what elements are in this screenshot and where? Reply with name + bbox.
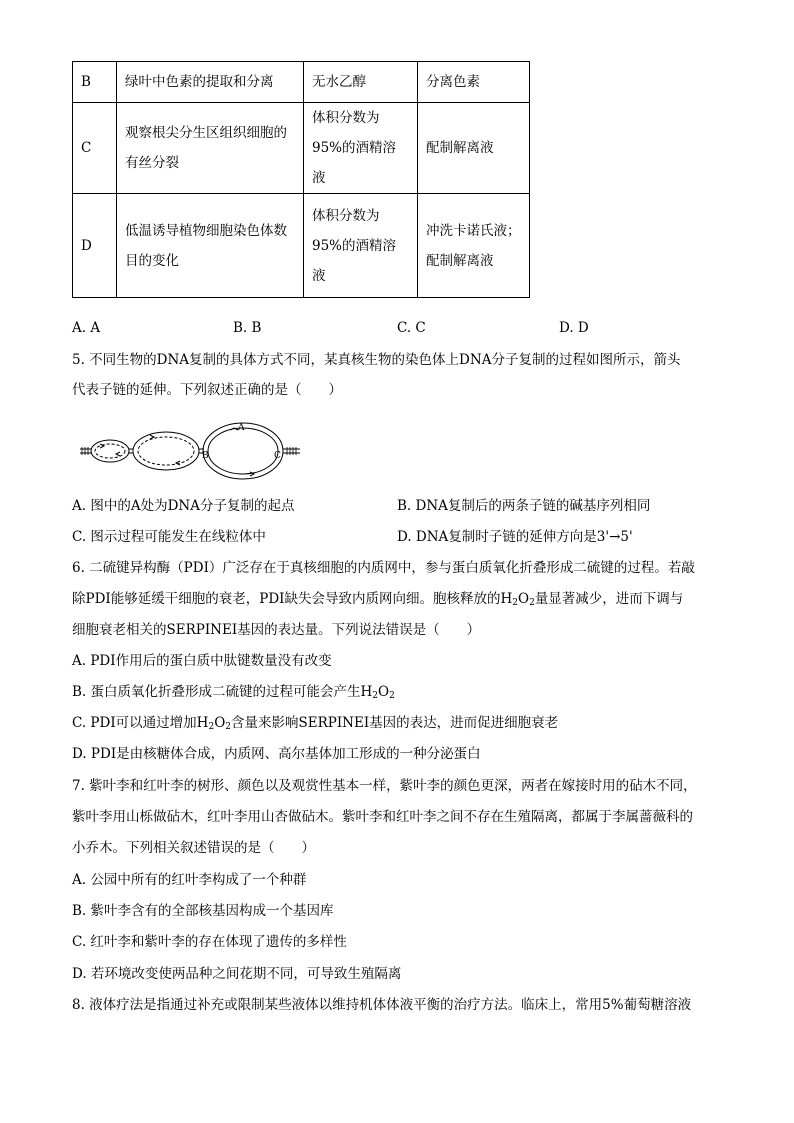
q5-option-b: B. DNA复制后的两条子链的碱基序列相同 xyxy=(397,498,651,514)
q7-option-b: B. 紫叶李含有的全部核基因构成一个基因库 xyxy=(72,903,334,919)
q7-option-c: C. 红叶李和紫叶李的存在体现了遗传的多样性 xyxy=(72,934,347,950)
q6-stem-line: 除PDI能够延缓干细胞的衰老，PDI缺失会导致内质网向细。胞核释放的$H_2O_2$量显著减少，进而下调与 xyxy=(72,591,684,608)
row-label: D xyxy=(73,194,117,298)
q5-option-d: D. DNA复制时子链的延伸方向是3'→5' xyxy=(397,529,633,545)
q6-option-d: D. PDI是由核糖体合成，内质网、高尔基体加工形成的一种分泌蛋白 xyxy=(72,746,481,762)
q7-option-d: D. 若环境改变使两品种之间花期不同，可导致生殖隔离 xyxy=(72,966,402,982)
table-cell: 配制解离液 xyxy=(418,103,530,194)
q4-option-d: D. D xyxy=(559,320,589,336)
label-b: B xyxy=(202,451,209,461)
q6-option-c: C. PDI可以通过增加$H_2O_2$含量来影响SERPINEI基因的表达，进而促进细胞衰老 xyxy=(72,715,559,732)
label-c: C xyxy=(274,451,281,461)
table-cell: 低温诱导植物细胞染色体数目的变化 xyxy=(117,194,304,298)
q4-option-c: C. C xyxy=(397,320,426,336)
q5-stem-line: 代表子链的延伸。下列叙述正确的是（ ） xyxy=(72,382,342,398)
table-cell: 无水乙醇 xyxy=(304,62,418,103)
q7-stem-line: 紫叶李用山栎做砧木，红叶李用山杏做砧木。紫叶李和红叶李之间不存在生殖隔离，都属于李属蔷薇科的 xyxy=(72,809,693,825)
table-cell: 分离色素 xyxy=(418,62,530,103)
q6-stem-line: 细胞衰老相关的SERPINEI基因的表达量。下列说法错误是（ ） xyxy=(72,622,481,638)
q4-option-a: A. A xyxy=(72,320,101,336)
q7-stem-line: 小乔木。下列相关叙述错误的是（ ） xyxy=(72,840,315,856)
q7-option-a: A. 公园中所有的红叶李构成了一个种群 xyxy=(72,872,307,888)
dna-replication-diagram xyxy=(80,418,300,484)
table-cell: 冲洗卡诺氏液；配制解离液 xyxy=(418,194,530,298)
table-row xyxy=(73,103,530,194)
table-cell: 绿叶中色素的提取和分离 xyxy=(117,62,304,103)
q6-option-a: A. PDI作用后的蛋白质中肽键数量没有改变 xyxy=(72,653,332,669)
table-cell: 观察根尖分生区组织细胞的有丝分裂 xyxy=(117,103,304,194)
row-label: C xyxy=(73,103,117,194)
q5-option-a: A. 图中的A处为DNA分子复制的起点 xyxy=(72,498,295,514)
q7-stem-line: 7. 紫叶李和红叶李的树形、颜色以及观赏性基本一样，紫叶李的颜色更深，两者在嫁接时用的砧木不同， xyxy=(72,778,697,794)
row-label: B xyxy=(73,62,117,103)
q4-option-b: B. B xyxy=(233,320,262,336)
q6-stem-line: 6. 二硫键异构酶（PDI）广泛存在于真核细胞的内质网中，参与蛋白质氧化折叠形成二硫键的过程。若敲 xyxy=(72,560,695,576)
q6-option-b: B. 蛋白质氧化折叠形成二硫键的过程可能会产生$H_2O_2$ xyxy=(72,684,395,701)
q5-option-c: C. 图示过程可能发生在线粒体中 xyxy=(72,529,266,545)
q8-stem-line: 8. 液体疗法是指通过补充或限制某些液体以维持机体体液平衡的治疗方法。临床上，常用5%葡萄糖溶液 xyxy=(72,997,692,1013)
experiment-table xyxy=(72,61,530,298)
table-row xyxy=(73,62,530,103)
table-cell: 体积分数为95%的酒精溶液 xyxy=(304,103,418,194)
table-row xyxy=(73,194,530,298)
label-a: A xyxy=(238,423,245,433)
table-cell: 体积分数为95%的酒精溶液 xyxy=(304,194,418,298)
q5-stem-line: 5. 不同生物的DNA复制的具体方式不同，某真核生物的染色体上DNA分子复制的过程如图所示，箭头 xyxy=(72,352,681,368)
